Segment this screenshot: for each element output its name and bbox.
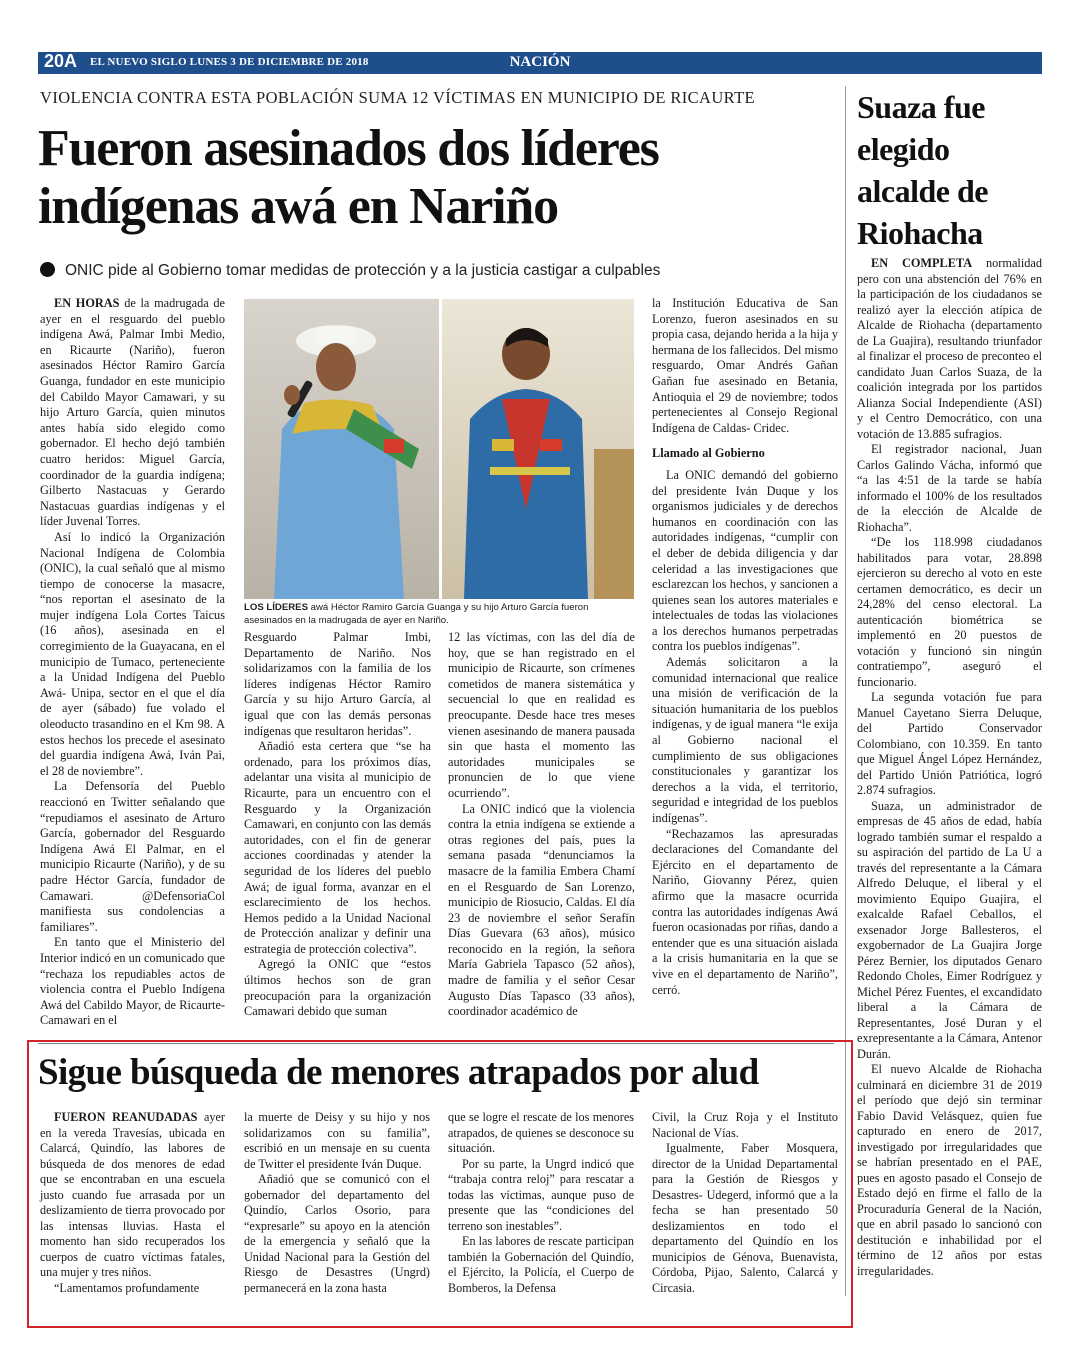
paragraph: Añadió esta certera que “se ha ordenado, para los próximos días, adelantar una visita al municipio de Ricaurte, para un encuentro con el Resguardo y la Organización Camawari, en conjunto con las demás autoridades, con el fin de generar acciones coordinadas y atender la seguridad de los líderes del pueblo Awá; de igual forma, avanzar en el esclarecimiento de los hechos. Hemos pedido a la Unidad Nacional de Protección analizar y definir una estrategia de protección colectiva”.	[244, 739, 431, 956]
paragraph: La ONIC indicó que la violencia contra la etnia indígena se extiende a otras regiones del país, pues la semana pasada “denunciamos la masacre de la familia Embera Chamí en el Resguardo de San Lorenzo, municipio de Riosucio, Caldas. El día 23 de noviembre el señor Serafín Días Guevara (63 años), músico reconocido en la región, la señora María Gabriela Tapasco (52 años), madre de familia y el señor Cesar Augusto Días Tapasco (33 años), coordinador académico de	[448, 801, 635, 1019]
paragraph: “Lamentamos profundamente	[54, 1280, 200, 1295]
paragraph: la Institución Educativa de San Lorenzo, fueron asesinados en su propia casa, dejando herida a la hija y hermana de los fallecidos. Del mismo resguardo, Omar Andrés Gañan Gañan fue asesinado en Betania, Antioquia el 29 de noviembre; todos pertenecientes al Consejo Regional Indígena de Caldas- Cridec.	[652, 296, 838, 435]
paragraph: Añadió que se comunicó con el gobernador del departamento del Quindío, Carlos Osorio, para “expresarle” su apoyo en la atención de la emergencia y señaló que la Unidad Nacional para la Gestión del Riesgo de Desastres (Ungrd) permanecerá en la zona hasta	[244, 1172, 430, 1295]
lead-in: EN HORAS	[54, 296, 120, 310]
sidebar-article	[857, 256, 1042, 1279]
paragraph: La Defensoría del Pueblo reaccionó en Twitter señalando que “repudiamos el asesinato de Arturo García, gobernador del Resguardo Indígena Awá El Palmar, en el municipio Ricaurte (Nariño), y de su padre Héctor García, fundador de Camawari. @DefensoriaCol manifiesta sus condolencias a familiares”.	[40, 779, 225, 934]
bullet-dot-icon	[40, 262, 55, 277]
paragraph: 12 las víctimas, con las del día de hoy, que se han registrado en el municipio de Ricaurte, son crímenes cometidos de manera sistemática y secuencial lo que en realidad es preocupante. Desde hace tres meses vienen asesinando de manera pausada sin que hasta el momento las autoridades municipales se pronuncien de lo que viene ocurriendo”.	[448, 630, 635, 800]
box-top-rule	[38, 1043, 834, 1044]
article-column-4	[652, 296, 838, 998]
paragraph-text: de la madrugada de ayer en el resguardo del pueblo indígena Awá, Palmar Imbi Medio, en Ricaurte (Nariño), fueron asesinados Héctor Ramiro García Guanga, fundador en este municipio del Cabildo Mayor Camawari, y su hijo Arturo García, quien minutos antes había sido elegido como gobernador. El hecho dejó también cuatro heridos: Miguel García, coordinador de la guardia indígena; Gilberto Nastacuas y Gerardo Nastacuas guardias indígenas y el líder Juvenal Torres.	[40, 296, 226, 529]
paragraph: Resguardo Palmar Imbi, Departamento de Nariño. Nos solidarizamos con la familia de los líderes indígenas Héctor Ramiro García y su hijo Arturo García, al igual que con las demás personas indígenas que resultaron heridas”.	[244, 630, 431, 738]
photo-illustration	[244, 299, 634, 599]
section-name: NACIÓN	[509, 54, 571, 70]
sidebar-headline: Suaza fue elegido alcalde de Riohacha	[857, 89, 988, 251]
paragraph	[857, 256, 1042, 442]
paragraph: Agregó la ONIC que “estos últimos hechos son de gran preocupación para la organización Camawari debido que suman	[244, 957, 431, 1019]
lead-in: EN COMPLETA	[871, 256, 973, 270]
paragraph: El registrador nacional, Juan Carlos Galindo Vácha, informó que “a las 4:51 de la tarde se había informado el 100% de los resultados de la elección de Alcalde de Riohacha”.	[857, 442, 1042, 534]
article-overline: VIOLENCIA CONTRA ESTA POBLACIÓN SUMA 12 VÍCTIMAS EN MUNICIPIO DE RICAURTE	[40, 88, 756, 107]
paragraph-text: ayer en la vereda Travesías, ubicada en Calarcá, Quindío, las labores de búsqueda de dos menores de edad que se encontraban en una escuela justo cuando fue arrasada por un deslizamiento de tierra provocado por las intensas lluvias. Hasta el momento han sido recuperados los cuerpos de cuatro víctimas fatales, una mujer y tres niños.	[40, 1110, 225, 1279]
paragraph: La ONIC demandó del gobierno del presidente Iván Duque y los organismos judiciales y de derechos humanos en coordinación con las autoridades indígenas, “cumplir con el deber de debida diligencia y dar celeridad a las investigaciones que esclarezcan los hechos, y sancionen a quienes sean los autores materiales e intelectuales de todas las violaciones a los derechos humanos perpetradas contra los pueblos indígenas”.	[652, 467, 838, 654]
caption-text: awá Héctor Ramiro García Guanga y su hijo Arturo García fueron asesinados en la madrugada de ayer en Nariño.	[244, 602, 589, 626]
box-column-3	[448, 1110, 634, 1296]
paragraph: Así lo indicó la Organización Nacional Indígena de Colombia (ONIC), la cual señaló que al mismo tiempo de conocerse la masacre, “nos reportan el asesinato de la mujer indígena Lola Cortes Taicus (16 años), asesinada en el corregimiento de la Guayacana, en el municipio de Tumaco, perteneciente a la Unidad Indígena del Pueblo Awá- Unipa, sector en el que el día de ayer (sábado) fue volado el oleoducto trasandino en el Km 98. A estos hechos los precede el asesinato del guardia indígena Awá, Iván Pai, el 28 de noviembre”.	[40, 529, 225, 778]
paragraph: “De los 118.998 ciudadanos habilitados para votar, 28.898 ejercieron su derecho al voto en este certamen democrático, es decir un 24,28% del censo electoral. La autenticación biométrica se implementó en 20 puestos de votación y funcionó sin ningún contratiempo”, aseguró el funcionario.	[857, 535, 1042, 689]
paragraph	[40, 296, 225, 530]
page-number: 20A	[44, 51, 78, 71]
deck-text: ONIC pide al Gobierno tomar medidas de protección y a la justicia castigar a culpables	[65, 262, 661, 279]
lead-in: FUERON REANUDADAS	[54, 1110, 198, 1124]
caption-lead: LOS LÍDERES	[244, 602, 308, 613]
article-column-1	[40, 296, 225, 1029]
box-headline: Sigue búsqueda de menores atrapados por alud	[38, 1052, 759, 1093]
paragraph: La segunda votación fue para Manuel Cayetano Sierra Deluque, del Partido Conservador Colombiano, con 10.359. En tanto que Miguel Ángel López Hernández, del Partido Unión Patriótica, logró 2.874 sufragios.	[857, 690, 1042, 797]
publication-dateline: EL NUEVO SIGLO LUNES 3 DE DICIEMBRE DE 2018	[90, 56, 369, 68]
leaders-photo	[244, 299, 634, 599]
paragraph: Por su parte, la Ungrd indicó que “trabaja contra reloj” para rescatar a todas las víctimas, aunque puso de presente que las “condiciones del terreno son inestables”.	[448, 1156, 634, 1233]
paragraph: En tanto que el Ministerio del Interior indicó en un comunicado que “rechaza los repudiables actos de violencia contra el Pueblo Indígena Awá del Cabildo Mayor, de Ricaurte-Camawari en el	[40, 935, 225, 1028]
paragraph: En las labores de rescate participan también la Gobernación del Quindío, el Ejército, la Policía, el Cuerpo de Bomberos, la Defensa	[448, 1234, 634, 1295]
article-column-3	[448, 630, 635, 1020]
paragraph: Igualmente, Faber Mosquera, director de la Unidad Departamental para la Gestión de Riesgos y Desastres- Udegerd, informó que a la fecha se han presentado 50 deslizamientos en todo el departamento del Quindío en los municipios de Génova, Buenavista, Córdoba, Pijao, Salento, Calarcá y Circasia.	[652, 1141, 838, 1295]
paragraph: El nuevo Alcalde de Riohacha culminará en diciembre 31 de 2019 el período que dejó sin terminar Fabio David Velásquez, quien fue capturado en enero de 2017, investigado por irregularidades que se habrían presentado en el PAE, pues en agosto pasado el Consejo de Estado dejó en firme el fallo de la Procuraduría General de la Nación, que en abril pasado lo sancionó con destitución e inhabilidad por el término de 12 años por estas irregularidades.	[857, 1062, 1042, 1278]
paragraph-text: normalidad pero con una abstención del 76% en la participación de los ciudadanos se realizó ayer la elección atípica de Alcalde de Riohacha (departamento de La Guajira), resultando triunfador al finalizar el proceso de preconteo el candidato Juan Carlos Suaza, de la coalición integrada por los partidos Alianza Social Independiente (ASI) y el Centro Democrático, con una votación de 13.885 sufragios.	[857, 256, 1042, 441]
paragraph: que se logre el rescate de los menores atrapados, de quienes se desconoce su situación.	[448, 1110, 634, 1155]
article-headline: Fueron asesinados dos líderes indígenas awá en Nariño	[38, 120, 659, 235]
photo-caption	[244, 601, 636, 627]
paragraph	[40, 1110, 225, 1281]
article-subhead: Llamado al Gobierno	[652, 446, 765, 461]
article-deck	[40, 262, 830, 280]
box-column-2	[244, 1110, 430, 1296]
page-header-bar	[38, 52, 1042, 74]
paragraph: Suaza, un administrador de empresas de 45 años de edad, había logrado también sumar el respaldo a su aspiración del partido de La U a través del representante a la Cámara Alfredo Deluque, el liberal y el movimiento Equipo Guajira, el exalcalde Rafael Ceballos, el exsenador Jorge Ballesteros, el exgobernador de La Guajira Jorge Pérez Bernier, los diputados Genaro Redondo Choles, Eimer Rodríguez y Michel Pérez Fuentes, el excandidato liberal a la Cámara de Representantes, José Duran y el exrepresentante a la Cámara, Antenor Durán.	[857, 798, 1042, 1061]
paragraph: Civil, la Cruz Roja y el Instituto Nacional de Vías.	[652, 1110, 838, 1140]
paragraph: la muerte de Deisy y su hijo y nos solidarizamos con su familia”, escribió en un mensaje en su cuenta de Twitter el presidente Iván Duque.	[244, 1110, 430, 1171]
paragraph: Además solicitaron a la comunidad internacional que realice una misión de verificación de la situación humanitaria de los pueblos indígenas, y de igual manera “le exija al Gobierno nacional el cumplimiento de sus obligaciones constitucionales y garantizar los derechos a la vida, el territorio, seguridad e integridad de los pueblos indígenas”.	[652, 655, 838, 825]
article-column-2	[244, 630, 431, 1020]
box-column-4	[652, 1110, 838, 1296]
paragraph: “Rechazamos las apresuradas declaraciones del Comandante del Ejército en el departamento de Nariño, Giovanny Pérez, quien afirmo que la masacre ocurrida contra las autoridades indígenas Awá fueron ocasionadas por riñas, dando a entender que es una situación aislada a la crisis humanitaria en la que se vive en el departamento de Nariño”, cerró.	[652, 826, 838, 997]
box-column-1	[40, 1110, 225, 1296]
